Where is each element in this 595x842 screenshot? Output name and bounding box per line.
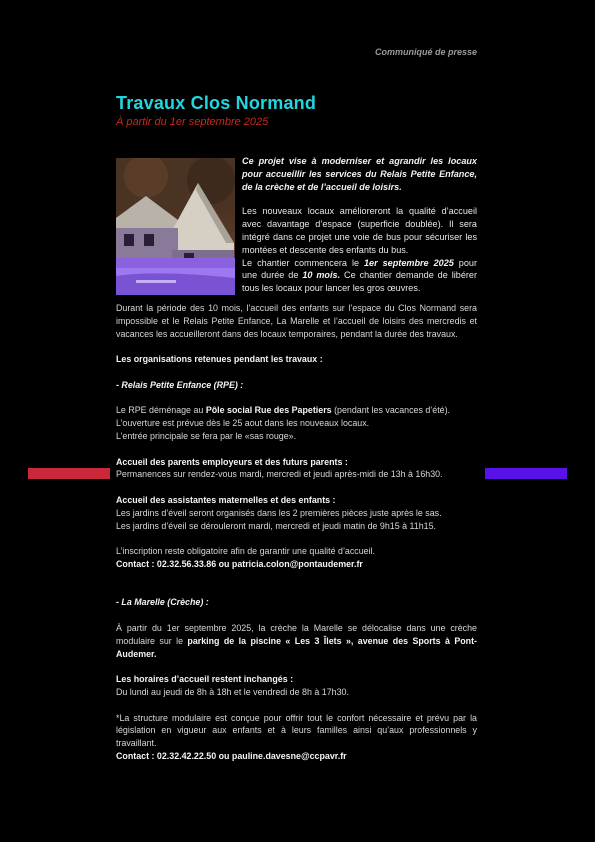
page-subtitle: À partir du 1er septembre 2025 bbox=[116, 116, 269, 128]
page-title: Travaux Clos Normand bbox=[116, 93, 317, 113]
intro-paragraph-2: Le chantier commencera le 1er septembre 2025 pour une durée de 10 mois. Ce chantier demande de libérer tous les locaux pour lancer les gros œuvres. bbox=[242, 257, 477, 294]
rpe-place: Pôle social Rue des Papetiers bbox=[205, 405, 332, 416]
intro-text bbox=[242, 155, 477, 295]
intro-lead: Ce projet vise à moderniser et agrandir les locaux pour accueillir les services du Relais Petite Enfance, de la crèche et de l’accueil de loisirs. bbox=[242, 156, 477, 192]
modular-text: *La structure modulaire est conçue pour offrir tout le confort nécessaire et prévu par la législation en vigueur aux enfants et à leurs familles ainsi qu’aux professionnels y travaillant. bbox=[116, 712, 477, 749]
parents-heading: Accueil des parents employeurs et des futurs parents : bbox=[116, 456, 348, 467]
assistants-heading: Accueil des assistantes maternelles et des enfants : bbox=[116, 494, 336, 505]
marelle-text: À partir du 1er septembre 2025, la crèche la Marelle se délocalise dans une crèche modulaire sur le parking de la piscine « Les 3 Îlets », avenue des Sports à Pont-Audemer. bbox=[116, 622, 477, 659]
marelle-place: parking de la piscine « Les 3 Îlets », avenue des Sports à Pont-Audemer. bbox=[116, 635, 477, 659]
decorative-bar-red bbox=[28, 468, 110, 479]
press-release-label: Communiqué de presse bbox=[374, 47, 477, 57]
building-photo bbox=[116, 158, 235, 295]
assistants-text-2: Les jardins d’éveil se dérouleront mardi, mercredi et jeudi matin de 9h15 à 11h15. bbox=[116, 520, 437, 531]
main-text bbox=[116, 302, 477, 763]
intro-paragraph-1: Les nouveaux locaux amélioreront la qualité d’accueil avec davantage d’espace (superficie doublée). Il sera intégré dans ce projet une voie de bus pour sécuriser les montées et descente des enfants du bus. bbox=[242, 206, 477, 255]
rpe-opening: L’ouverture est prévue dès le 25 aout dans les nouveaux locaux. bbox=[116, 418, 370, 429]
organisations-heading: Les organisations retenues pendant les travaux : bbox=[116, 354, 323, 365]
rpe-entry: L’entrée principale se fera par le «sas rouge». bbox=[116, 430, 297, 441]
duration: 10 mois. bbox=[302, 270, 341, 281]
start-date: 1er septembre 2025 bbox=[364, 257, 454, 268]
parents-text: Permanences sur rendez-vous mardi, mercredi et jeudi après-midi de 13h à 16h30. bbox=[116, 469, 443, 480]
hours-text: Du lundi au jeudi de 8h à 18h et le vendredi de 8h à 17h30. bbox=[116, 686, 349, 697]
marelle-heading: - La Marelle (Crèche) : bbox=[116, 597, 209, 608]
period-paragraph: Durant la période des 10 mois, l’accueil des enfants sur l’espace du Clos Normand sera impossible et le Relais Petite Enfance, La Marelle et l’accueil de loisirs des mercredis et vacances les accueilleront dans des locaux temporaires, pendant la durée des travaux. bbox=[116, 303, 477, 339]
rpe-move: Le RPE déménage au Pôle social Rue des Papetiers (pendant les vacances d’été). bbox=[116, 405, 451, 416]
inscription-text: L’inscription reste obligatoire afin de garantir une qualité d’accueil. bbox=[116, 546, 376, 557]
assistants-text-1: Les jardins d’éveil seront organisés dans les 2 premières pièces juste après le sas. bbox=[116, 507, 442, 518]
rpe-heading: - Relais Petite Enfance (RPE) : bbox=[116, 379, 244, 390]
hours-heading: Les horaires d’accueil restent inchangés : bbox=[116, 674, 294, 685]
decorative-bar-purple bbox=[485, 468, 567, 479]
contact-rpe: Contact : 02.32.56.33.86 ou patricia.colon@pontaudemer.fr bbox=[116, 558, 363, 569]
contact-marelle: Contact : 02.32.42.22.50 ou pauline.davesne@ccpavr.fr bbox=[116, 750, 347, 761]
